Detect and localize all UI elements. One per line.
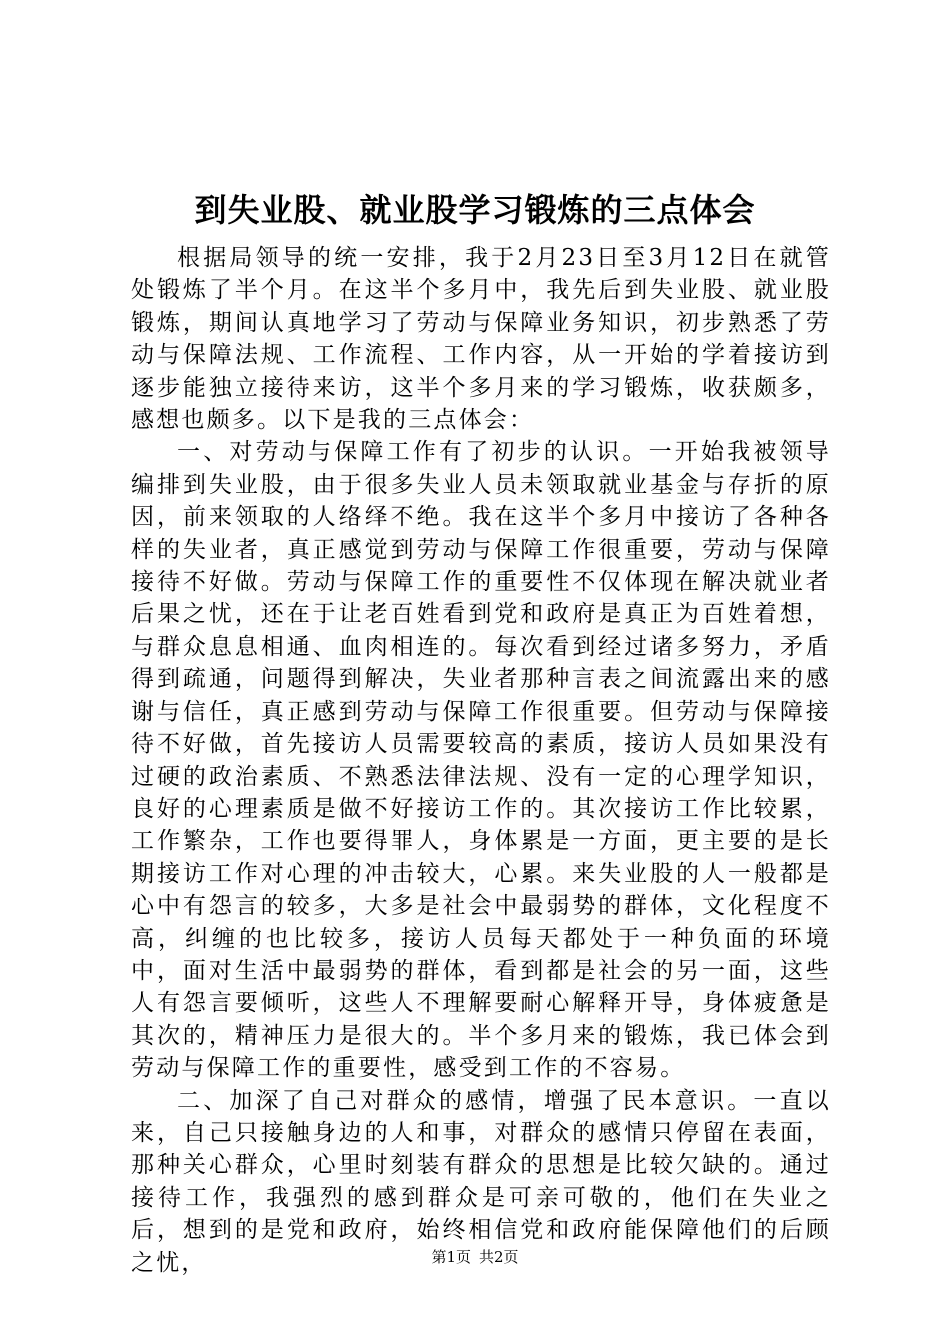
document-body <box>131 242 831 1279</box>
page-number: 第1页 <box>431 1248 471 1266</box>
document-title: 到失业股、就业股学习锻炼的三点体会 <box>194 191 756 229</box>
paragraph-point-two: 二、加深了自己对群众的感情，增强了民本意识。一直以来，自己只接触身边的人和事，对群众的感情只停留在表面，那种关心群众，心里时刻装有群众的思想是比较欠缺的。通过接待工作，我强烈的感到群众是可亲可敬的，他们在失业之后，想到的是党和政府，始终相信党和政府能保障他们的后顾之忧， <box>131 1087 831 1276</box>
paragraph-intro: 根据局领导的统一安排，我于2月23日至3月12日在就管处锻炼了半个月。在这半个多月中，我先后到失业股、就业股锻炼，期间认真地学习了劳动与保障业务知识，初步熟悉了劳动与保障法规、工作流程、工作内容，从一开始的学着接访到逐步能独立接待来访，这半个多月来的学习锻炼，收获颇多，感想也颇多。以下是我的三点体会： <box>131 245 831 434</box>
page-total: 共2页 <box>479 1248 519 1266</box>
paragraph-point-one: 一、对劳动与保障工作有了初步的认识。一开始我被领导编排到失业股，由于很多失业人员未领取就业基金与存折的原因，前来领取的人络绎不绝。我在这半个多月中接访了各种各样的失业者，真正感觉到劳动与保障工作很重要，劳动与保障接待不好做。劳动与保障工作的重要性不仅体现在解决就业者后果之忧，还在于让老百姓看到党和政府是真正为百姓着想，与群众息息相通、血肉相连的。每次看到经过诸多努力，矛盾得到疏通，问题得到解决，失业者那种言表之间流露出来的感谢与信任，真正感到劳动与保障工作很重要。但劳动与保障接待不好做，首先接访人员需要较高的素质，接访人员如果没有过硬的政治素质、不熟悉法律法规、没有一定的心理学知识，良好的心理素质是做不好接访工作的。其次接访工作比较累，工作繁杂，工作也要得罪人，身体累是一方面，更主要的是长期接访工作对心理的冲击较大，心累。来失业股的人一般都是心中有怨言的较多，大多是社会中最弱势的群体，文化程度不高，纠缠的也比较多，接访人员每天都处于一种负面的环境中，面对生活中最弱势的群体，看到都是社会的另一面，这些人有怨言要倾听，这些人不理解要耐心解释开导，身体疲惫是其次的，精神压力是很大的。半个多月来的锻炼，我已体会到劳动与保障工作的重要性，感受到工作的不容易。 <box>131 439 831 1082</box>
page-footer <box>0 1247 950 1267</box>
